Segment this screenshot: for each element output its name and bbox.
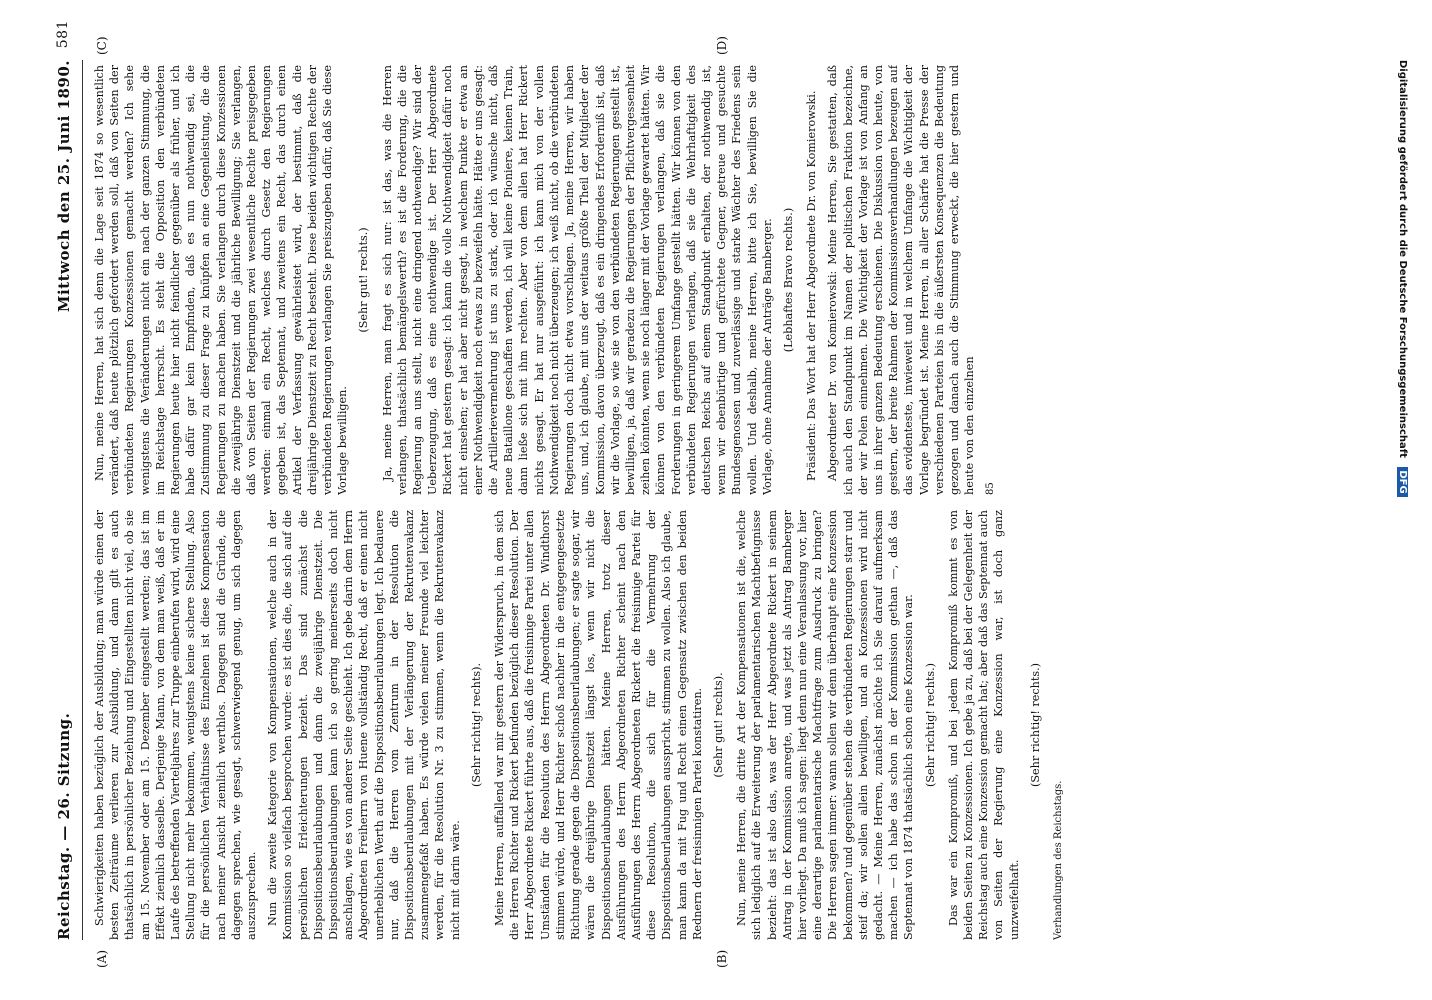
header-rule bbox=[82, 60, 83, 940]
applause-note: (Sehr richtig! rechts). bbox=[469, 662, 483, 788]
applause-note: (Sehr gut! rechts). bbox=[711, 672, 725, 778]
dfg-logo: DFG bbox=[1397, 467, 1408, 496]
paragraph: Präsident: Das Wort hat der Herr Abgeordnete Dr. von Komierowski. bbox=[805, 90, 819, 481]
paragraph: Nun die zweite Kategorie von Kompensationen, welche auch in der Kommission so vielfach besprochen wurde: es ist dies die, die sich auf die persönlichen Erleichterungen bezieht. Das sind zunächst die Dispositionsbeurlaubungen und dann die zweijährige Dienstzeit. Die Dispositionsbeurlaubungen kann ich so gering meinerseits doch nicht anschlagen, wie es von anderer Seite geschieht. Ich gebe darin dem Herrn Abgeordneten Freiherrn von Huene vollständig Recht, daß er einen nicht unerheblichen Werth auf die Dispositionsbeurlaubungen legt. Ich bedauere nur, daß die Herren vom Zentrum in der Resolution die Dispositionsbeurlaubungen mit der Verlängerung der Rekrutenvakanz zusammengefaßt haben. Es würde vielen meiner Freunde viel leichter werden, für die Resolution Nr. 3 zu stimmen, wenn die Rekrutenvakanz nicht mit darin wäre. bbox=[266, 510, 462, 940]
header-right: Mittwoch den 25. Juni 1890. bbox=[55, 60, 73, 313]
applause-note: (Sehr richtig! rechts.) bbox=[923, 662, 937, 788]
marker-b: (B) bbox=[715, 949, 729, 968]
paragraph: Das war ein Kompromiß, und bei jedem Kompromiß kommt es von beiden Seiten zu Konzessionen. Ich gebe ja zu, daß bei der Gelegenheit der Reichstag auch eine Konzession gemacht hat; aber daß das Septennat auch von Seiten der Regierung eine Konzession war, ist doch ganz unzweifelhaft. bbox=[946, 510, 1021, 940]
right-column bbox=[92, 65, 1392, 495]
page-number: 581 bbox=[55, 20, 71, 49]
paragraph: Abgeordneter Dr. von Komierowski: Meine Herren, Sie gestatten, daß ich auch den Standpunkt im Namen der politischen Fraktion bezeichne, der wir Polen einnehmen. Die Wichtigkeit der Vorlage ist von Anfang an uns in ihrer ganzen Bedeutung erschienen. Die Diskussion von heute, von gestern, der breite Rahmen der Kommissionsverhandlungen bezeugen auf das evidenteste, inwieweit und in welchem Umfange die Wichtigkeit der Vorlage begründet ist. Meine Herren, in aller Schärfe hat die Presse der verschiedenen Parteien bis in die äußersten Konsequenzen die Bedeutung gezogen und danach auch die Stimmung erweckt, die hier gestern und heute von den einzelnen bbox=[826, 65, 977, 495]
paragraph: Meine Herren, auffallend war mir gestern der Widerspruch, in dem sich die Herren Richter und Rickert befunden bezüglich dieser Resolution. Der Herr Abgeordnete Rickert führte aus, daß die freisinnige Partei unter allen Umständen für die Resolution des Herrn Abgeordneten Dr. Windthorst stimmen würde, und Herr Richter schoß nachher in die entgegengesetzte Richtung gerade gegen die Dispositionsbeurlaubungen; er sagte sogar, wir wären die dreijährige Dienstzeit längst los, wenn wir nicht die Dispositionsbeurlaubungen hätten. Meine Herren, trotz dieser Ausführungen des Herrn Abgeordneten Richter scheint nach den Ausführungen des Herrn Abgeordneten Rickert die freisinnige Partei für diese Resolution, die sich für die Vermehrung der Dispositionsbeurlaubungen ausspricht, stimmen zu wollen. Also ich glaube, man kann da mit Fug und Recht einen Gegensatz zwischen den beiden Rednern der freisinnigen Partei konstatiren. bbox=[493, 510, 704, 940]
page-header bbox=[55, 20, 81, 940]
applause-note: (Sehr gut! rechts.) bbox=[357, 227, 371, 333]
paragraph: Schwierigkeiten haben bezüglich der Ausbildung; man würde einen der besten Zeiträume verlieren zur Ausbildung, und dann gilt es auch thatsächlich in persönlicher Beziehung und Eingestellten nicht viel, ob sie am 15. November oder am 15. Dezember eingestellt werden; das ist im Effekt ziemlich dasselbe. Derjenige Mann, von dem man weiß, daß er im Laufe des betreffenden Vierteljahres zur Truppe einberufen wird, wird eine Stellung nicht mehr bekommen, wenigstens keine sichere Stellung. Also für die persönlichen Verhältnisse des Einzelnen ist diese Kompensation nach meiner Ansicht ziemlich werthlos. Dagegen sind die Gründe, die dagegen sprechen, wie gesagt, schwerwiegend genug, um sich dagegen auszusprechen. bbox=[93, 510, 259, 940]
footer-note: 85 bbox=[985, 482, 997, 495]
applause-note: (Sehr richtig! rechts.) bbox=[1028, 662, 1042, 788]
paragraph: Ja, meine Herren, man fragt es sich nur: ist das, was die Herren verlangen, thatsächlich bemängelswerth? es ist die Forderung, die die Regierung an uns stellt, nicht eine dringend nothwendige? Wir sind der Ueberzeugung, daß es eine nothwendige ist. Der Herr Abgeordnete Rickert hat gestern gesagt: ich kann die volle Nothwendigkeit dafür noch nicht einsehen; er hat aber nicht gesagt, in welchem Punkte er etwa an einer Nothwendigkeit noch etwas zu bezweifeln hätte. Hätte er uns gesagt: die Artillerievermehrung ist uns zu stark, oder ich wünsche nicht, daß neue Bataillone geschaffen werden, ich will keine Pioniere, keinen Train, dann ließe sich mit ihm rechten. Aber von dem allen hat Herr Rickert nichts gesagt. Er hat nur ausgeführt: ich kann mich von der vollen Nothwendigkeit noch nicht überzeugen; ich weiß nicht, ob die verbündeten Regierungen doch nicht etwa vorschlagen. Ja, meine Herren, wir haben uns, und, ich glaube, mit uns der weitaus größte Theil der Mitglieder der Kommission, davon überzeugt, daß es ein dringendes Erforderniß ist, daß wir die Vorlage, so wie sie von den verbündeten Regierungen gestellt ist, bewilligen, ja, daß wir geradezu die Regierungen der Pflichtvergessenheit zeihen könnten, wenn sie noch länger mit der Vorlage gewartet hätten. Wir können von den verbündeten Regierungen verlangen, daß sie die Forderungen in geringerem Umfange gestellt hätten. Wir können von den verbündeten Regierungen verlangen, daß sie die Wehrhaftigkeit des deutschen Reichs auf einem Standpunkt erhalten, der nothwendig ist, wenn wir ebenbürtige und gefürchtete Gegner, getreue und gesuchte Bundesgenossen und zuverlässige und starke Wächter des Friedens sein wollen. Und deshalb, meine Herren, bitte ich Sie, bewilligen Sie die Vorlage, ohne Annahme der Anträge Bamberger. bbox=[380, 65, 774, 495]
marker-c: (C) bbox=[95, 36, 109, 55]
paragraph: Nun, meine Herren, die dritte Art der Kompensationen ist die, welche sich lediglich auf die Erweiterung der parlamentarischen Machtbefugnisse bezieht: das ist also das, was der Herr Abgeordnete Rickert in seinem Antrag in der Kommission anregte, und was jetzt als Antrag Bamberger hier vorliegt. Da muß ich sagen: liegt denn nun eine Veranlassung vor, hier eine derartige parlamentarische Machtfrage zum Ausdruck zu bringen? Die Herren sagen immer: wann sollen wir denn überhaupt eine Konzession bekommen? und gegenüber stehen die verbündeten Regierungen starr und steif da; wir sollen allein bewilligen, und an Konzessionen wird nicht gedacht. — Meine Herren, zunächst möchte ich Sie darauf aufmerksam machen — ich habe das schon in der Kommission gethan —, daß das Septennat von 1874 thatsächlich schon eine Konzession war. bbox=[735, 510, 916, 940]
applause-note: (Lebhaftes Bravo rechts.) bbox=[781, 207, 795, 353]
digitization-credit bbox=[1390, 60, 1408, 960]
header-left: Reichstag. — 26. Sitzung. bbox=[55, 712, 73, 940]
left-column bbox=[92, 510, 1392, 940]
footer-note: Verhandlungen des Reichstags. bbox=[1052, 780, 1064, 940]
credit-text: Digitalisierung gefördert durch die Deutsche Forschungsgemeinschaft bbox=[1397, 60, 1408, 458]
marker-d: (D) bbox=[715, 36, 729, 55]
paragraph: Nun, meine Herren, hat sich denn die Lage seit 1874 so wesentlich verändert, daß heute plötzlich gefordert werden soll, daß von Seiten der verbündeten Regierungen Konzessionen gemacht werden? Ich sehe wenigstens die Veränderungen nicht ein nach der ganzen Stimmung, die im Reichstage herrscht. Es steht die Opposition den verbündeten Regierungen heute hier nicht feindlicher gegenüber als früher, und ich habe dafür gar kein Empfinden, daß es nun nothwendig sei, die Zustimmung zu dieser Frage zu knüpfen an eine Gegenleistung, die die Regierungen zu machen haben. Sie verlangen durch diese Konzessionen die zweijährige Dienstzeit und die jährliche Bewilligung; Sie verlangen, daß von Seiten der Regierungen zwei wesentliche Rechte preisgegeben werden: einmal ein Recht, welches durch Gesetz den Regierungen gegeben ist, das Septennat, und zweitens ein Recht, das durch einen Artikel der Verfassung gewährleistet wird, der bestimmt, daß die dreijährige Dienstzeit zu Recht besteht. Diese beiden wichtigen Rechte der verbündeten Regierungen verlangen Sie preiszugeben dafür, daß Sie diese Vorlage bewilligen. bbox=[93, 65, 350, 495]
marker-a: (A) bbox=[95, 949, 109, 968]
